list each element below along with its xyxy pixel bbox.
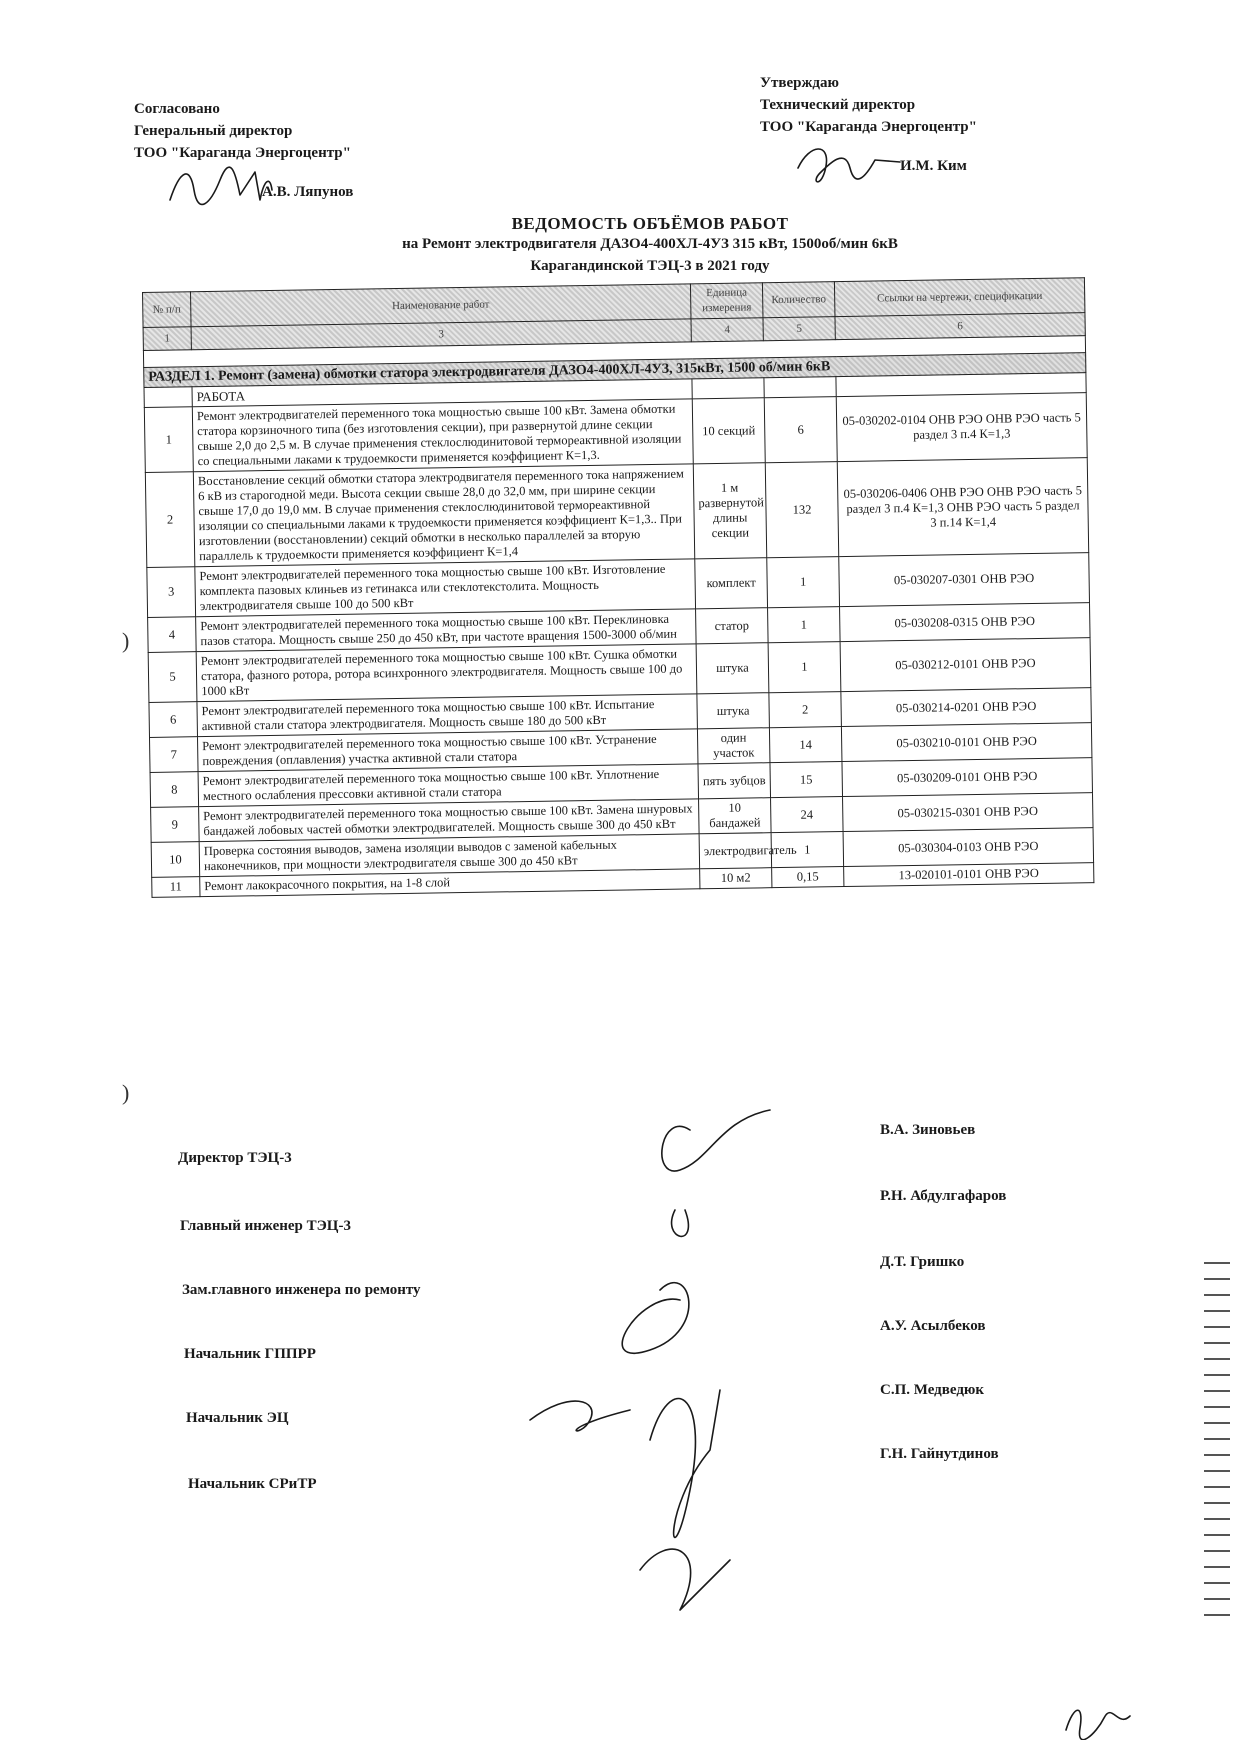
signatory-role: Директор ТЭЦ-3 xyxy=(178,1150,292,1166)
row-name: Ремонт электродвигателей переменного тока мощностью свыше 100 кВт. Изготовление комплекта пазовых клиньев из гетинакса или стеклотекстолита. Мощность электродвигателя свыше 100 до 500 кВт xyxy=(195,559,696,617)
row-unit: комплект xyxy=(695,558,768,609)
initials-mark xyxy=(1060,1700,1140,1740)
approval-left-signer: А.В. Ляпунов xyxy=(262,184,354,200)
row-ref: 05-030206-0406 ОНВ РЭО ОНВ РЭО часть 5 раздел 3 п.4 К=1,3 ОНВ РЭО часть 5 раздел 3 п.14 К=1,4 xyxy=(837,458,1088,557)
row-number: 9 xyxy=(151,807,200,843)
row-name: Ремонт электродвигателей переменного тока мощностью свыше 100 кВт. Испытание активной стали статора электродвигателя. Мощность свыше 180 до 500 кВт xyxy=(197,694,697,737)
col-num-4: 4 xyxy=(691,318,763,342)
signatory-role: Начальник СРиТР xyxy=(188,1476,317,1492)
page-edge-marks xyxy=(1204,1250,1230,1630)
signature-lyapunov xyxy=(160,160,280,210)
row-number: 4 xyxy=(148,617,197,653)
row-ref: 05-030210-0101 ОНВ РЭО xyxy=(841,723,1092,762)
row-qty: 132 xyxy=(765,462,838,558)
row-qty: 6 xyxy=(764,397,837,463)
row-qty: 1 xyxy=(768,642,841,693)
table-row xyxy=(145,458,1088,568)
approval-left-line1: Согласовано xyxy=(134,101,220,117)
row-unit: штука xyxy=(696,643,769,694)
row-number: 11 xyxy=(152,877,200,898)
row-name: Ремонт электродвигателей переменного тока мощностью свыше 100 кВт. Переклиновка пазов статора. Мощность свыше 250 до 450 кВт, при частоте вращения 1500-3000 об/мин xyxy=(196,609,696,652)
col-num-5: 5 xyxy=(763,317,835,341)
row-name: Ремонт лакокрасочного покрытия, на 1-8 слой xyxy=(200,869,700,897)
signatory-name: Д.Т. Гришко xyxy=(880,1254,965,1270)
row-ref: 05-030214-0201 ОНВ РЭО xyxy=(841,688,1092,727)
signatory-name: С.П. Медведюк xyxy=(880,1382,985,1398)
row-name: Восстановление секций обмотки статора электродвигателя переменного тока напряжением 6 кВ из старогодной меди. Высота секции свыше 28,0 до 32,0 мм, при ширине секции свыше 17,0 до 19,0 мм. В случае применения стеклослюдинитовой термореактивной изоляции со специальными лаками к трудоемкости применяется коэффициент К=1,3.. При изготовлении (восстановлении) секций обмотки в несколько параллелей за вторую параллель к трудоемкости применяется коэффициент К=1,4 xyxy=(193,464,694,567)
row-qty: 1 xyxy=(768,607,841,643)
col-header-name: Наименование работ xyxy=(191,284,691,327)
col-header-qty: Количество xyxy=(762,282,835,318)
row-qty: 2 xyxy=(769,692,842,728)
approval-left-line2: Генеральный директор xyxy=(134,123,293,139)
margin-bracket-2: ) xyxy=(122,1080,130,1105)
signatory-role: Главный инженер ТЭЦ-3 xyxy=(180,1218,351,1234)
col-num-1: 1 xyxy=(143,327,191,351)
row-unit: 10 м2 xyxy=(700,868,772,889)
document-title: ВЕДОМОСТЬ ОБЪЁМОВ РАБОТ xyxy=(511,214,789,233)
row-unit: один участок xyxy=(697,728,770,764)
row-number: 7 xyxy=(149,737,198,773)
col-header-num: № п/п xyxy=(143,292,192,328)
approval-right-signer: И.М. Ким xyxy=(900,158,967,174)
row-ref: 05-030209-0101 ОНВ РЭО xyxy=(842,758,1093,797)
col-header-unit: Единица измерения xyxy=(690,283,763,319)
row-ref: 05-030208-0315 ОНВ РЭО xyxy=(840,603,1091,642)
row-unit: 10 секций xyxy=(692,398,765,464)
signatory-role: Зам.главного инженера по ремонту xyxy=(182,1282,421,1298)
section-title: РАЗДЕЛ 1. Ремонт (замена) обмотки статора электродвигателя ДАЗО4-400ХЛ-4УЗ, 315кВт, 1500 об/мин 6кВ xyxy=(144,353,1086,388)
row-unit: статор xyxy=(696,608,769,644)
row-qty: 0,15 xyxy=(772,867,844,888)
row-number: 8 xyxy=(150,772,199,808)
approval-right-line2: Технический директор xyxy=(760,97,916,113)
subsection-title: РАБОТА xyxy=(192,379,692,407)
approval-left-block xyxy=(134,98,351,164)
row-unit: электродвигатель xyxy=(699,833,772,869)
row-number: 3 xyxy=(147,567,196,618)
approval-right-line3: ТОО "Караганда Энергоцентр" xyxy=(760,119,977,135)
row-qty: 1 xyxy=(771,832,844,868)
row-number: 2 xyxy=(145,472,194,568)
row-ref: 05-030207-0301 ОНВ РЭО xyxy=(839,553,1090,607)
row-qty: 14 xyxy=(769,727,842,763)
row-unit: штука xyxy=(697,693,770,729)
signature-group xyxy=(510,1090,840,1650)
row-ref: 05-030304-0103 ОНВ РЭО xyxy=(843,828,1094,867)
row-name: Ремонт электродвигателей переменного тока мощностью свыше 100 кВт. Замена обмотки статора корзиночного типа (без изготовления секции), при развернутой длине секции свыше 2,0 до 2,5 м. В случае применения стеклослюдинитовой термореактивной изоляции со специальными лаками к трудоемкости применяется коэффициент К=1,3. xyxy=(192,399,693,472)
signatory-name: В.А. Зиновьев xyxy=(880,1122,976,1138)
approval-left-line3: ТОО "Караганда Энергоцентр" xyxy=(134,145,351,161)
signatory-name: Г.Н. Гайнутдинов xyxy=(880,1446,999,1462)
col-num-3: 3 xyxy=(191,319,691,350)
margin-bracket-1: ) xyxy=(122,628,130,653)
row-unit: 1 м развернутой длины секции xyxy=(693,463,766,559)
approval-right-line1: Утверждаю xyxy=(760,75,839,91)
signature-kim xyxy=(790,138,910,188)
row-number: 10 xyxy=(151,842,200,878)
col-header-ref: Ссылки на чертежи, спецификации xyxy=(834,278,1085,317)
signatory-name: А.У. Асылбеков xyxy=(880,1318,986,1334)
row-qty: 1 xyxy=(767,557,840,608)
signatory-role: Начальник ЭЦ xyxy=(186,1410,289,1426)
signatory-name: Р.Н. Абдулгафаров xyxy=(880,1188,1007,1204)
row-number: 5 xyxy=(148,652,197,703)
row-name: Ремонт электродвигателей переменного тока мощностью свыше 100 кВт. Устранение повреждения (оплавления) участка активной стали статора xyxy=(197,729,697,772)
works-table xyxy=(142,277,1093,898)
row-number: 6 xyxy=(149,702,198,738)
row-name: Ремонт электродвигателей переменного тока мощностью свыше 100 кВт. Сушка обмотки статора, фазного ротора, ротора всинхронного электродвигателя. Мощность свыше 100 до 1000 кВт xyxy=(196,644,697,702)
col-num-6: 6 xyxy=(835,313,1085,340)
document-subtitle-2: Карагандинской ТЭЦ-3 в 2021 году xyxy=(530,258,770,274)
row-unit: пять зубцов xyxy=(698,763,771,799)
approval-right-block xyxy=(760,72,977,138)
row-qty: 15 xyxy=(770,762,843,798)
row-name: Ремонт электродвигателей переменного тока мощностью свыше 100 кВт. Уплотнение местного ослабления прессовки активной стали статора xyxy=(198,764,698,807)
document-subtitle: на Ремонт электродвигателя ДАЗО4-400ХЛ-4УЗ 315 кВт, 1500об/мин 6кВ xyxy=(402,236,898,252)
row-unit: 10 бандажей xyxy=(699,798,772,834)
row-name: Ремонт электродвигателей переменного тока мощностью свыше 100 кВт. Замена шнуровых бандажей лобовых частей обмотки электродвигателей. Мощность свыше 300 до 450 кВт xyxy=(199,799,699,842)
row-ref: 05-030202-0104 ОНВ РЭО ОНВ РЭО часть 5 раздел 3 п.4 К=1,3 xyxy=(836,393,1087,462)
row-ref: 05-030215-0301 ОНВ РЭО xyxy=(843,793,1094,832)
row-name: Проверка состояния выводов, замена изоляции выводов с заменой кабельных наконечников, при мощности электродвигателя свыше 300 до 450 кВт xyxy=(199,834,699,877)
row-ref: 13-020101-0101 ОНВ РЭО xyxy=(844,863,1094,887)
row-ref: 05-030212-0101 ОНВ РЭО xyxy=(840,638,1091,692)
row-number: 1 xyxy=(144,407,193,473)
signatory-role: Начальник ГППРР xyxy=(184,1346,316,1362)
row-qty: 24 xyxy=(771,797,844,833)
